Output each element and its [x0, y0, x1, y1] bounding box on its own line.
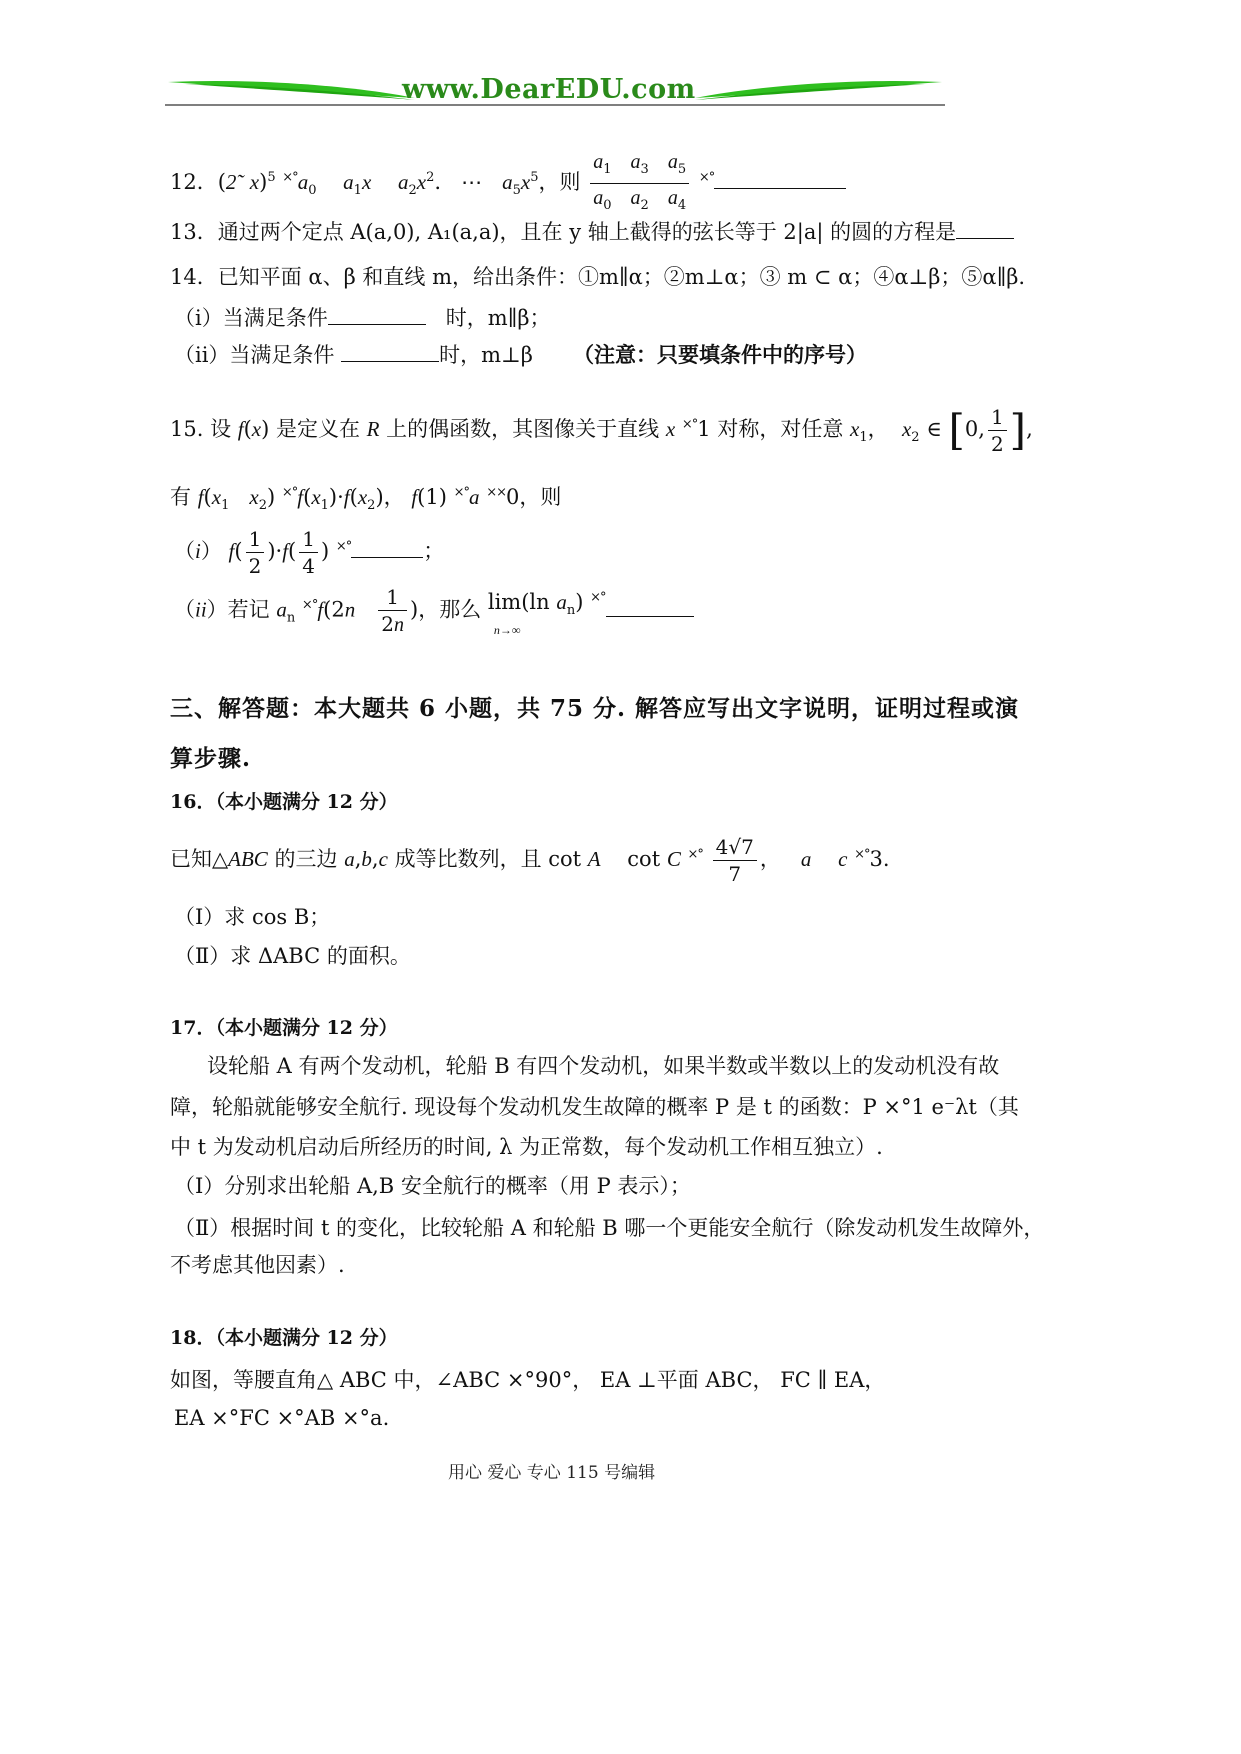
section-3-heading-line2: 算步骤. — [170, 745, 252, 772]
question-17-part-2b: 不考虑其他因素）. — [170, 1253, 345, 1277]
question-17-title: 17．（本小题满分 12 分） — [170, 1017, 398, 1039]
question-17-line2: 障，轮船就能够安全航行. 现设每个发动机发生故障的概率 P 是 t 的函数：P ×°1 e⁻λt（其 — [170, 1095, 1019, 1119]
question-13-text: 13．通过两个定点 A(a,0), A₁(a,a)，且在 y 轴上截得的弦长等于 2|a| 的圆的方程是 — [170, 220, 957, 244]
q15-part-i-end: ； — [423, 539, 445, 563]
q14-note: （注意：只要填条件中的序号） — [573, 342, 867, 367]
q14-part-ii-suffix: 时，m⊥β — [439, 343, 533, 367]
question-16-part-2: （Ⅱ）求 ΔABC 的面积。 — [174, 944, 411, 968]
question-14-part-ii — [174, 339, 867, 369]
question-14-stem: 14．已知平面 α、β 和直线 m，给出条件：①m∥α；②m⊥α；③ m ⊂ α；④α⊥β；⑤α∥β. — [170, 265, 1026, 289]
question-15-part-i: （i） f( $\frac{1}{2}$ )·f( $\frac{1}{4}$ ) ×° ； — [174, 527, 445, 578]
q14-part-i-suffix: 时，m∥β； — [445, 306, 551, 330]
question-15-stem: 15. 设 f(x) 是定义在 R 上的偶函数，其图像关于直线 x ×°1 对称，对任意 $x_1$， $x_2$ ∈ [0, $\frac{1}{2}$ ], — [170, 405, 1033, 456]
question-16-part-1: （Ⅰ）求 cos B； — [174, 905, 331, 929]
question-18-line1: 如图，等腰直角△ ABC 中，∠ABC ×°90°， EA ⊥平面 ABC， FC ∥ EA， — [170, 1368, 886, 1392]
q15-lim-sub: n→∞ — [493, 622, 521, 637]
question-12: 12．(2̃ x)$^5$ $^{\times^\circ}a_0$ $a_1x$ $a_2x^2$. ⋯ $a_5x^5$，则 $\frac{a_1 a_3 a_5}{a_0 a_2 a_4}$ ×° — [170, 148, 846, 219]
question-17-part-2a: （Ⅱ）根据时间 t 的变化，比较轮船 A 和轮船 B 哪一个更能安全航行（除发动机发生故障外， — [174, 1216, 1045, 1240]
question-17-line1: 设轮船 A 有两个发动机，轮船 B 有四个发动机，如果半数或半数以上的发动机没有故 — [207, 1054, 1000, 1078]
question-15-part-ii: （ii）若记 $a_n$ ×°f(2n $\frac{1}{2n}$ )，那么 lim(ln $a_n$) ×° n→∞ — [174, 584, 694, 638]
q14-part-i-prefix: （i）当满足条件 — [174, 306, 328, 330]
header-site-title: www.DearEDU.com — [402, 74, 696, 105]
question-18-line2: EA ×°FC ×°AB ×°a. — [174, 1406, 390, 1430]
page-footer: 用心 爱心 专心 115 号编辑 — [448, 1463, 656, 1483]
question-15-line2: 有 $f(x_1$ $x_2$) $^{\times^\circ}f(x_1)\cdot f(x_2)$， f(1) ×°a ××0，则 — [170, 485, 562, 514]
question-17-line3: 中 t 为发动机启动后所经历的时间, λ 为正常数，每个发动机工作相互独立）. — [170, 1135, 883, 1159]
question-14-part-i — [174, 302, 551, 332]
question-17-part-1: （Ⅰ）分别求出轮船 A,B 安全航行的概率（用 P 表示）； — [174, 1174, 691, 1198]
question-18-title: 18．（本小题满分 12 分） — [170, 1327, 398, 1349]
section-3-heading-line1: 三、解答题：本大题共 6 小题，共 75 分. 解答应写出文字说明，证明过程或演 — [170, 695, 1020, 722]
question-16-stem: 已知△ABC 的三边 a,b,c 成等比数列，且 cot A cot C ×° $\frac{4√7}{7}$ ， a c ×°3. — [170, 835, 890, 886]
question-16-title: 16．（本小题满分 12 分） — [170, 791, 398, 813]
question-13 — [170, 216, 1014, 246]
q14-part-ii-prefix: （ii）当满足条件 — [174, 343, 335, 367]
